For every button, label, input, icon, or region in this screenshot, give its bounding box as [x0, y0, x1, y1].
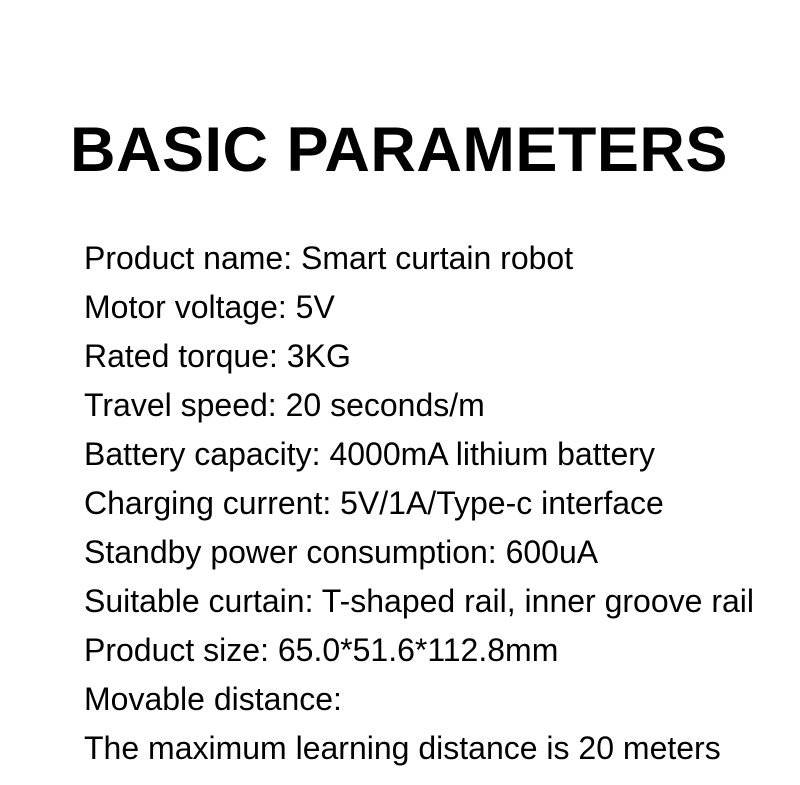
page-title: BASIC PARAMETERS — [70, 115, 728, 185]
spec-line-battery-capacity: Battery capacity: 4000mA lithium battery — [84, 436, 655, 472]
spec-line-motor-voltage: Motor voltage: 5V — [84, 289, 335, 325]
spec-list — [0, 186, 800, 773]
spec-line-product-size: Product size: 65.0*51.6*112.8mm — [84, 632, 559, 668]
spec-line-charging-current: Charging current: 5V/1A/Type-c interface — [84, 485, 664, 521]
spec-line-standby-power: Standby power consumption: 600uA — [84, 534, 599, 570]
spec-line-travel-speed: Travel speed: 20 seconds/m — [84, 387, 485, 423]
spec-line-rated-torque: Rated torque: 3KG — [84, 338, 351, 374]
spec-line-product-name: Product name: Smart curtain robot — [84, 240, 574, 276]
spec-line-movable-distance: Movable distance: — [84, 681, 342, 717]
spec-line-max-learning-distance: The maximum learning distance is 20 meters — [84, 730, 721, 766]
spec-line-suitable-curtain: Suitable curtain: T-shaped rail, inner groove rail — [84, 583, 754, 619]
